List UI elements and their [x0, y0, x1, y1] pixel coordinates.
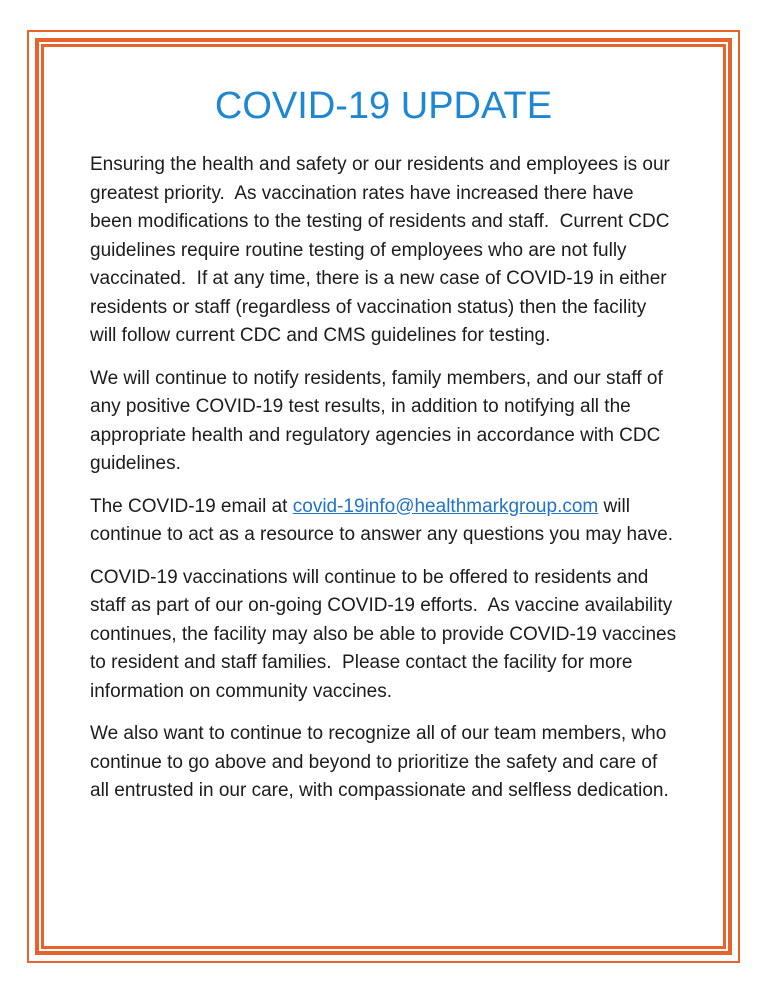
email-paragraph-lead-text: The COVID-19 email at: [90, 495, 293, 517]
page-title: COVID-19 UPDATE: [214, 85, 553, 127]
email-paragraph-trail-text: will continue to act as a resource to answer any questions you may have.: [90, 495, 673, 545]
document-content: [41, 44, 726, 949]
paragraph-email-resource: [90, 493, 677, 550]
paragraph-testing-policy: Ensuring the health and safety or our residents and employees is our greatest priority. As vaccination rates have increased there have been modifications to the testing of residents and staff. Current CDC guidelines require routine testing of employees who are not fully vaccinated. If at any time, there is a new case of COVID-19 in either residents or staff (regardless of vaccination status) then the facility will follow current CDC and CMS guidelines for testing.: [90, 154, 676, 346]
paragraph-vaccination-offer: COVID-19 vaccinations will continue to be offered to residents and staff as part of our on-going COVID-19 efforts. As vaccine availability continues, the facility may also be able to provide COVID-19 vaccines to resident and staff families. Please contact the facility for more information on community vaccines.: [90, 566, 682, 702]
covid-email-link[interactable]: covid-19info@healthmarkgroup.com: [292, 495, 599, 517]
decorative-border-thick: [35, 38, 732, 955]
decorative-border-outer: [27, 30, 740, 963]
paragraph-team-recognition: We also want to continue to recognize all of our team members, who continue to go above and beyond to prioritize the safety and care of all entrusted in our care, with compassionate and selfless dedication.: [90, 723, 672, 801]
paragraph-notification-policy: We will continue to notify residents, family members, and our staff of any positive COVID-19 test results, in addition to notifying all the appropriate health and regulatory agencies in accordance with CDC guidelines.: [90, 367, 668, 474]
